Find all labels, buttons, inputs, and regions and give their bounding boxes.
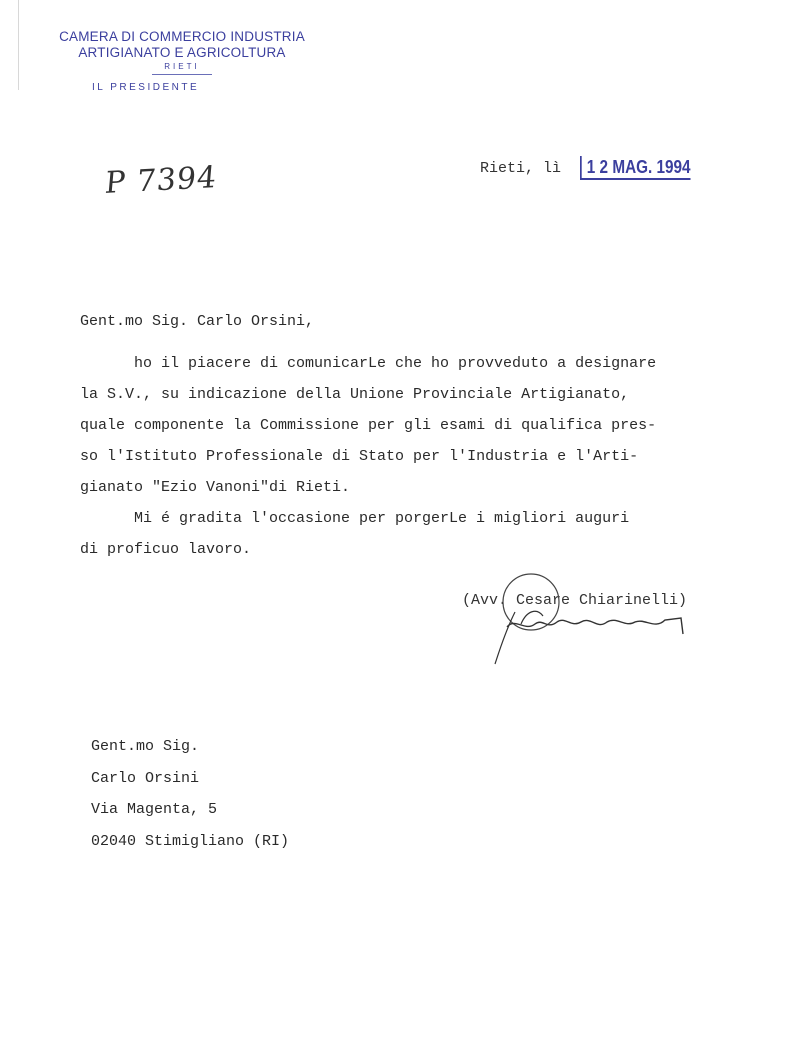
body-line: di proficuo lavoro. (80, 541, 252, 558)
letterhead-line-2: ARTIGIANATO E AGRICOLTURA (78, 45, 286, 60)
handwritten-signature (485, 572, 705, 672)
protocol-number: P 7394 (103, 159, 219, 202)
body-line: Mi é gradita l'occasione per porgerLe i migliori auguri (134, 510, 630, 527)
body-line: so l'Istituto Professionale di Stato per l'Industria e l'Arti- (80, 448, 639, 465)
place-date: Rieti, lì (480, 160, 562, 177)
signatory-name: (Avv. Cesare Chiarinelli) (462, 592, 688, 609)
letterhead-role: IL PRESIDENTE (92, 82, 200, 93)
address-line: Via Magenta, 5 (91, 801, 218, 818)
body-line: la S.V., su indicazione della Unione Provinciale Artigianato, (80, 386, 630, 403)
letter-body (80, 348, 770, 565)
date-stamp: 1 2 MAG. 1994 (580, 156, 691, 180)
letterhead-city: RIETI (152, 62, 212, 75)
address-line: Gent.mo Sig. (91, 738, 200, 755)
letterhead (22, 29, 342, 75)
salutation: Gent.mo Sig. Carlo Orsini, (80, 313, 315, 330)
address-line: 02040 Stimigliano (RI) (91, 832, 290, 850)
body-line: quale componente la Commissione per gli esami di qualifica pres- (80, 417, 657, 434)
body-line: gianato "Ezio Vanoni"di Rieti. (80, 479, 351, 496)
body-line: ho il piacere di comunicarLe che ho provveduto a designare (134, 355, 657, 372)
letterhead-line-1: CAMERA DI COMMERCIO INDUSTRIA (59, 29, 305, 44)
page-edge (18, 0, 19, 90)
address-line: Carlo Orsini (91, 769, 200, 787)
recipient-address (91, 731, 289, 857)
